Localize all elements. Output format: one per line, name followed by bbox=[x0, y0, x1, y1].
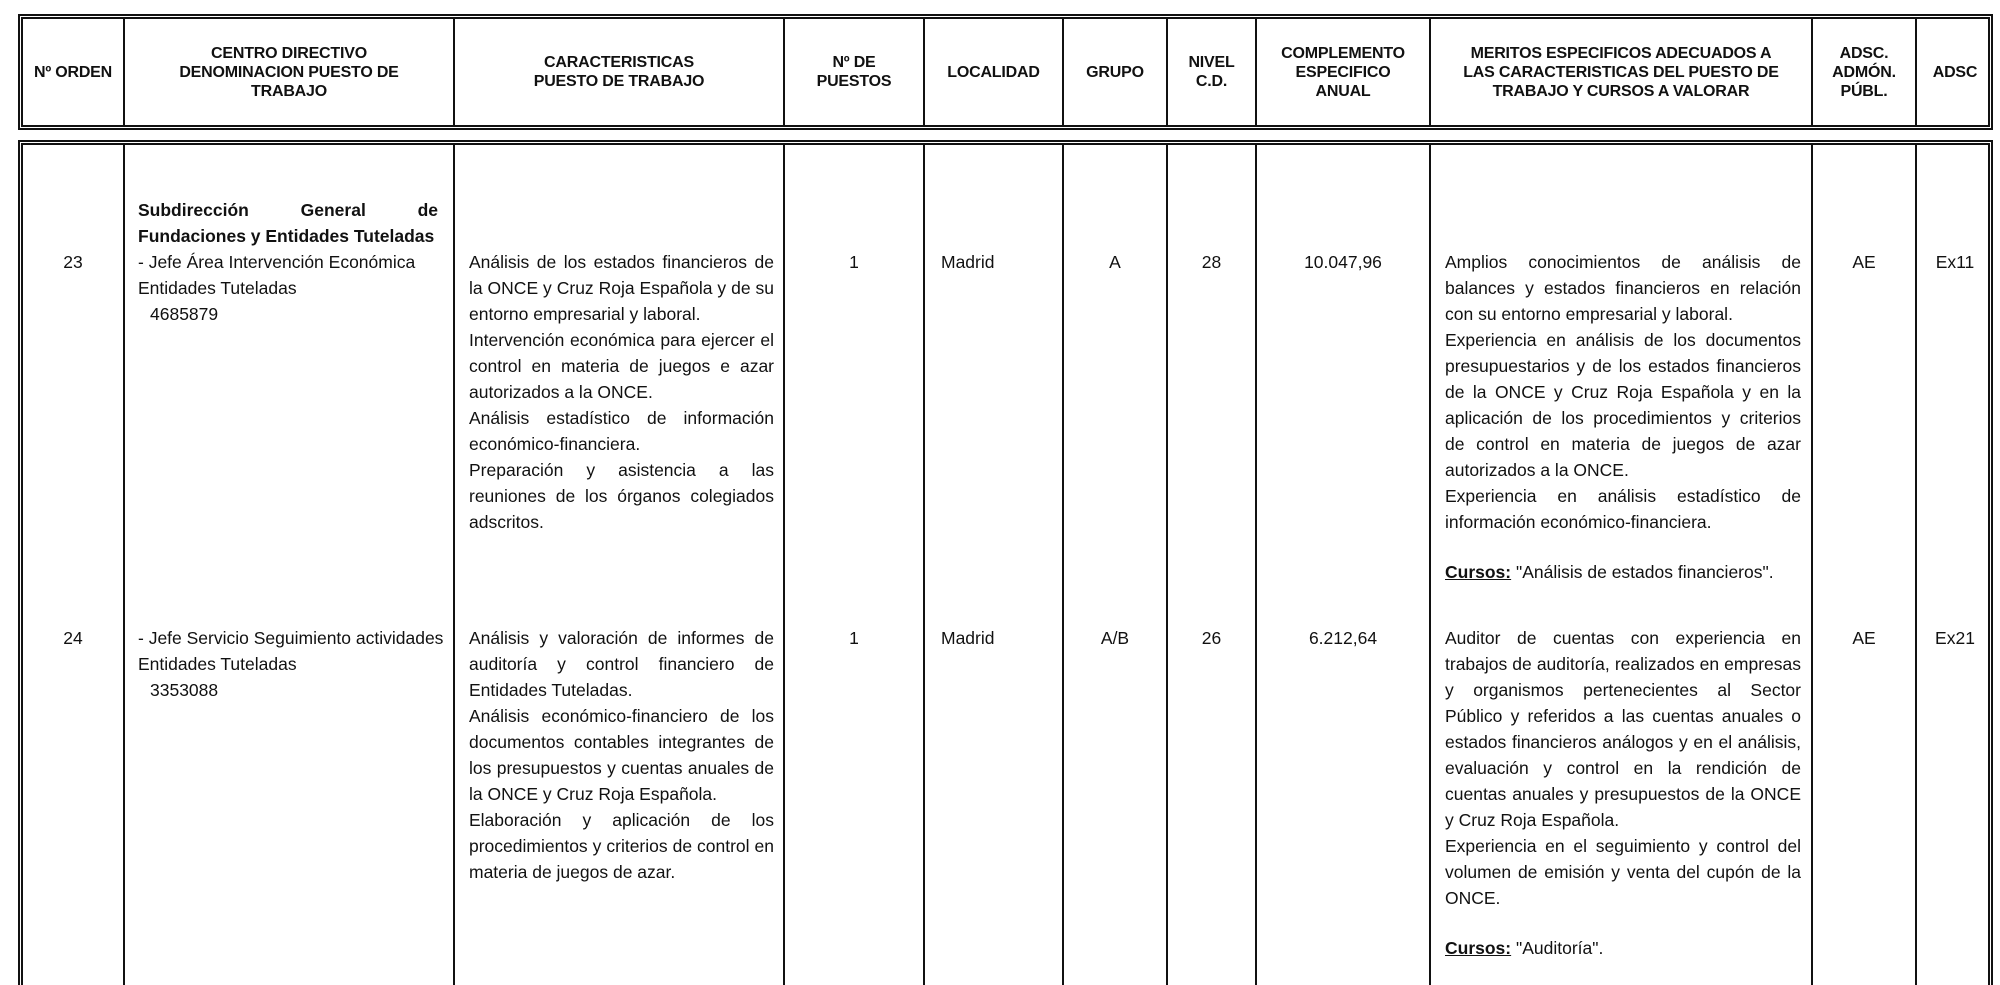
row-24-nivel: 26 bbox=[1201, 628, 1222, 648]
row-23-complemento: 10.047,96 bbox=[1304, 252, 1382, 272]
row-24-car-1: Análisis y valoración de informes de auditoría y control financiero de Entidades Tuteladas. bbox=[469, 628, 774, 700]
row-23-orden: 23 bbox=[63, 252, 83, 272]
header-meritos: MERITOS ESPECIFICOS ADECUADOS A LAS CARACTERISTICAS DEL PUESTO DE TRABAJO Y CURSOS A VALORAR bbox=[1463, 44, 1779, 100]
row-24-meritos bbox=[1445, 625, 1801, 961]
header-localidad: LOCALIDAD bbox=[947, 63, 1040, 81]
header-adsc: ADSC bbox=[1932, 63, 1978, 81]
row-23-cursos bbox=[1445, 559, 1801, 585]
table-body bbox=[18, 140, 1993, 985]
row-23-car-4: Preparación y asistencia a las reuniones de los órganos colegiados adscritos. bbox=[469, 460, 774, 532]
row-24-car-3: Elaboración y aplicación de los procedimientos y criterios de control en materia de juegos de azar. bbox=[469, 810, 774, 882]
row-23-cursos-label: Cursos: bbox=[1445, 562, 1512, 582]
row-24-puesto bbox=[138, 625, 448, 703]
row-24-orden: 24 bbox=[63, 628, 83, 648]
header-caracteristicas: CARACTERISTICAS PUESTO DE TRABAJO bbox=[533, 54, 705, 90]
row-23-caracteristicas bbox=[469, 249, 774, 535]
row-23-codigo: 4685879 bbox=[150, 304, 219, 324]
row-24-grupo: A/B bbox=[1100, 628, 1130, 648]
row-24-codigo: 3353088 bbox=[150, 680, 219, 700]
table-frame bbox=[18, 14, 1995, 980]
row-24-puestos: 1 bbox=[849, 628, 859, 648]
row-24-caracteristicas bbox=[469, 625, 774, 885]
row-23-car-2: Intervención económica para ejercer el control en materia de juegos e azar autorizados a la ONCE. bbox=[469, 330, 774, 402]
row-24-cursos-value: "Auditoría". bbox=[1516, 938, 1604, 958]
header-adsc-admon: ADSC. ADMÓN. PÚBL. bbox=[1832, 44, 1896, 100]
row-23-mer-3: Experiencia en análisis estadístico de información económico-financiera. bbox=[1445, 486, 1801, 532]
row-23-car-1: Análisis de los estados financieros de la ONCE y Cruz Roja Española y de su entorno empresarial y laboral. bbox=[469, 252, 774, 324]
row-23-cursos-value: "Análisis de estados financieros". bbox=[1516, 562, 1774, 582]
row-23-mer-2: Experiencia en análisis de los documentos presupuestarios y de los estados financieros de la ONCE y Cruz Roja Española y en la aplicación de los procedimientos y criterios de control en materia de juegos de azar autorizados a la ONCE. bbox=[1445, 330, 1801, 480]
header-nivel: NIVEL C.D. bbox=[1188, 54, 1235, 90]
row-23-puesto bbox=[138, 249, 448, 327]
row-23-car-3: Análisis estadístico de información económico-financiera. bbox=[469, 408, 774, 454]
row-23-nivel: 28 bbox=[1201, 252, 1222, 272]
row-24-adsc: Ex21 bbox=[1935, 628, 1975, 648]
row-23-adsc-admon: AE bbox=[1852, 252, 1876, 272]
row-23-grupo: A bbox=[1109, 252, 1121, 272]
row-23-meritos bbox=[1445, 249, 1801, 585]
row-24-cursos bbox=[1445, 935, 1801, 961]
row-24-cursos-label: Cursos: bbox=[1445, 938, 1512, 958]
row-24-localidad: Madrid bbox=[941, 628, 995, 648]
row-24-car-2: Análisis económico-financiero de los documentos contables integrantes de los presupuestos y cuentas anuales de la ONCE y Cruz Roja Española. bbox=[469, 706, 774, 804]
section-title: Subdirección General de Fundaciones y Entidades Tuteladas bbox=[138, 200, 438, 246]
header-complemento: COMPLEMENTO ESPECIFICO ANUAL bbox=[1281, 44, 1405, 100]
row-24-mer-2: Experiencia en el seguimiento y control del volumen de emisión y venta del cupón de la ONCE. bbox=[1445, 836, 1801, 908]
row-23-puesto-name: - Jefe Área Intervención Económica Entidades Tuteladas bbox=[138, 252, 416, 298]
header-centro: CENTRO DIRECTIVO DENOMINACION PUESTO DE TRABAJO bbox=[179, 44, 399, 100]
header-grupo: GRUPO bbox=[1086, 63, 1144, 81]
row-24-mer-1: Auditor de cuentas con experiencia en trabajos de auditoría, realizados en empresas y organismos pertenecientes al Sector Público y referidos a las cuentas anuales o estados financieros análogos y en el análisis, evaluación y control en la rendición de cuentas anuales y presupuestos de la ONCE y Cruz Roja Española. bbox=[1445, 628, 1801, 830]
row-24-complemento: 6.212,64 bbox=[1308, 628, 1378, 648]
row-23-mer-1: Amplios conocimientos de análisis de balances y estados financieros en relación con su entorno empresarial y laboral. bbox=[1445, 252, 1801, 324]
row-23-localidad: Madrid bbox=[941, 252, 995, 272]
header-puestos: Nº DE PUESTOS bbox=[816, 54, 892, 90]
table-header bbox=[18, 14, 1993, 130]
row-23-adsc: Ex11 bbox=[1935, 252, 1975, 272]
row-23-puestos: 1 bbox=[849, 252, 859, 272]
row-24-puesto-name: - Jefe Servicio Seguimiento actividades Entidades Tuteladas bbox=[138, 628, 444, 674]
header-orden: Nº ORDEN bbox=[33, 63, 113, 81]
row-24-adsc-admon: AE bbox=[1852, 628, 1876, 648]
